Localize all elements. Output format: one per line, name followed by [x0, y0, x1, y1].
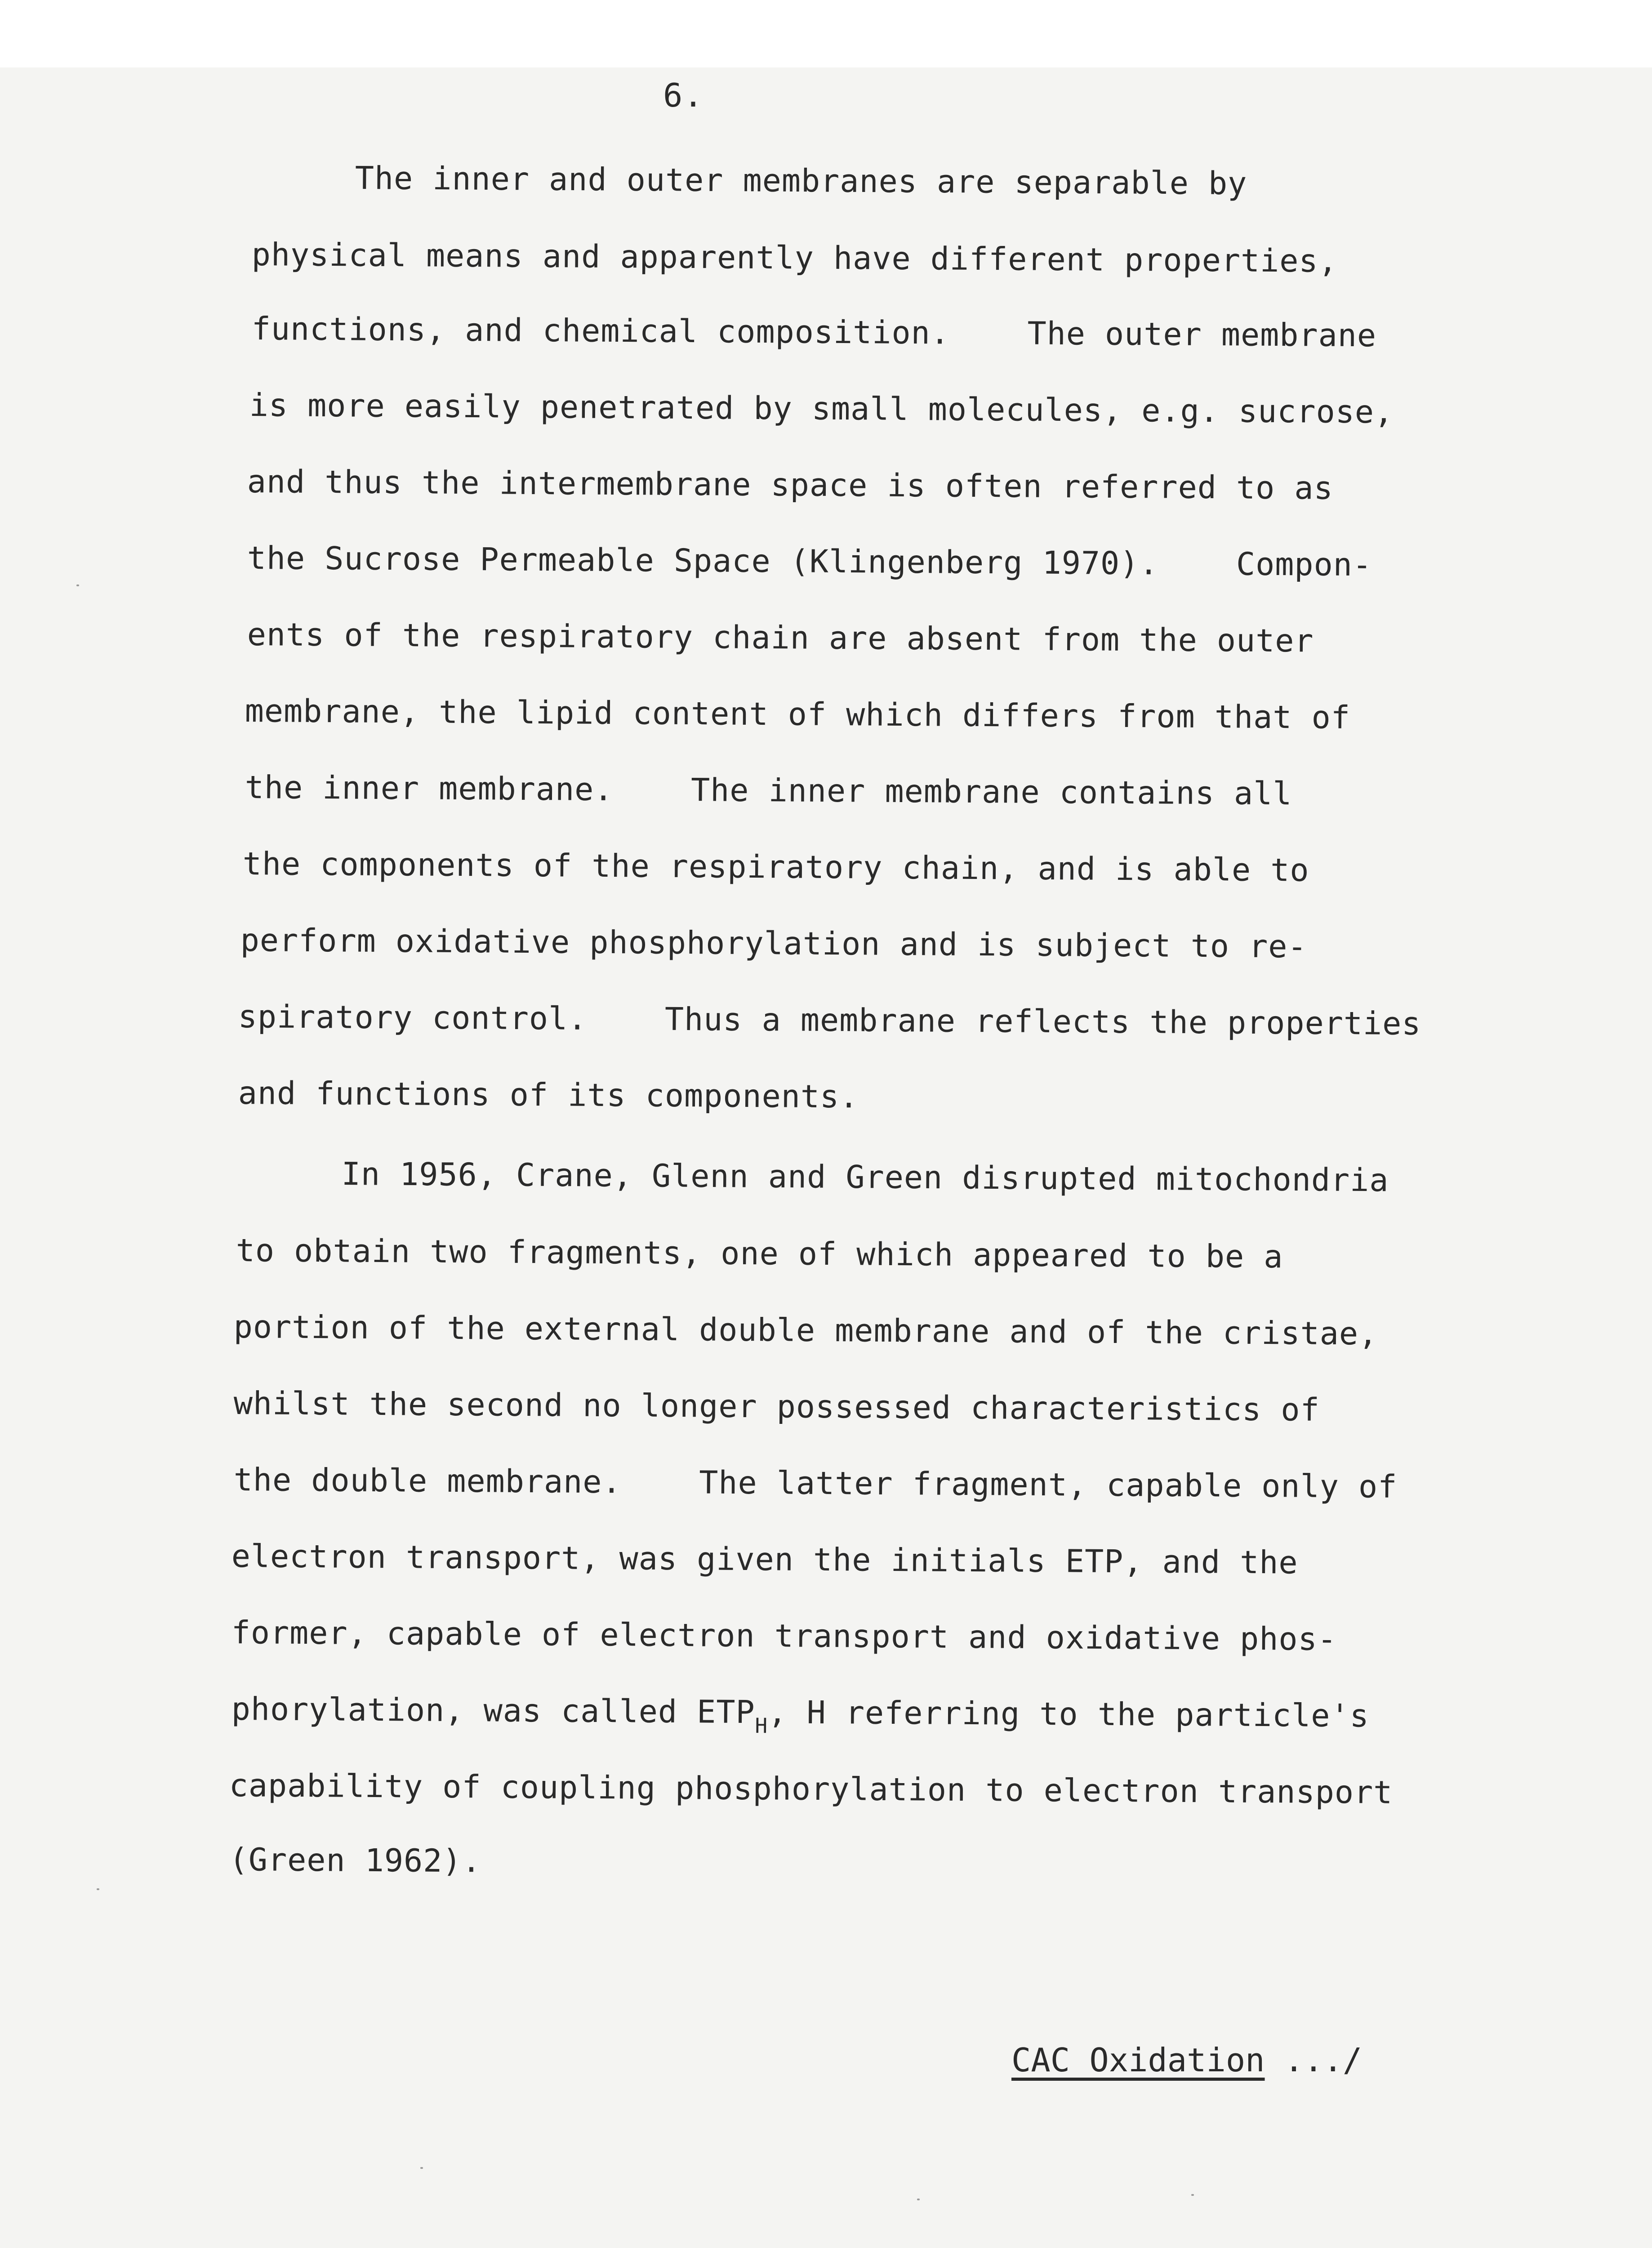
body-line: capability of coupling phosphorylation to electron transport [229, 1767, 1393, 1811]
body-line: electron transport, was given the initials ETP, and the [231, 1538, 1298, 1581]
body-line: the inner membrane. The inner membrane contains all [245, 769, 1292, 812]
body-line: membrane, the lipid content of which differs from that of [245, 692, 1351, 736]
body-line: functions, and chemical composition. The outer membrane [251, 310, 1377, 354]
next-section-title: CAC Oxidation [1011, 2041, 1265, 2079]
body-line: In 1956, Crane, Glenn and Green disrupted mitochondria [341, 1155, 1389, 1199]
body-line: spiratory control. Thus a membrane reflects the properties [238, 998, 1421, 1043]
page-number: 6. [663, 76, 704, 114]
scan-speck [97, 1888, 99, 1890]
body-line: portion of the external double membrane and of the cristae, [233, 1308, 1378, 1352]
body-line: former, capable of electron transport and oxidative phos- [231, 1614, 1337, 1658]
scan-speck [917, 2199, 920, 2200]
body-line: physical means and apparently have different properties, [251, 236, 1338, 280]
body-line: the components of the respiratory chain, and is able to [242, 845, 1309, 889]
body-line: the Sucrose Permeable Space (Klingenberg 1970). Compon- [247, 540, 1372, 584]
continuation-catchword [1011, 2041, 1362, 2079]
body-line: and functions of its components. [238, 1075, 859, 1115]
etph-before: phorylation, was called ETP [231, 1690, 755, 1731]
etph-after: , H referring to the particle's [768, 1694, 1369, 1735]
body-line-etph [231, 1690, 1369, 1738]
etph-subscript: H [755, 1713, 768, 1738]
body-line: to obtain two fragments, one of which appeared to be a [236, 1232, 1283, 1276]
scan-speck [76, 584, 79, 586]
scan-speck [1191, 2194, 1194, 2196]
body-line: and thus the intermembrane space is often referred to as [247, 463, 1334, 507]
scan-speck [420, 2167, 423, 2169]
continuation-mark: .../ [1265, 2041, 1363, 2079]
body-line: ents of the respiratory chain are absent from the outer [247, 616, 1314, 660]
body-line: the double membrane. The latter fragment, capable only of [233, 1461, 1398, 1505]
body-line: whilst the second no longer possessed characteristics of [233, 1385, 1320, 1428]
body-line: perform oxidative phosphorylation and is subject to re- [240, 922, 1307, 965]
body-line: is more easily penetrated by small molecules, e.g. sucrose, [249, 387, 1394, 431]
body-line: The inner and outer membranes are separable by [355, 160, 1247, 202]
body-line: (Green 1962). [229, 1841, 481, 1880]
